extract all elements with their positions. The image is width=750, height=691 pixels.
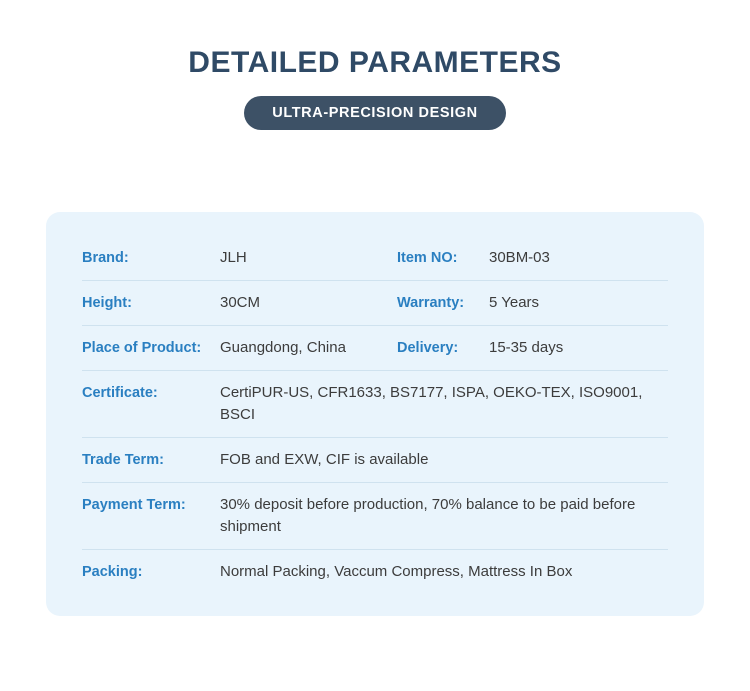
spec-label: Place of Product:: [82, 340, 202, 356]
spec-label: Trade Term:: [82, 452, 164, 468]
design-badge: ULTRA-PRECISION DESIGN: [244, 96, 505, 130]
row-cell-right: [375, 337, 668, 359]
table-row: [82, 371, 668, 438]
row-cell-left: [82, 247, 375, 269]
table-row: [82, 281, 668, 326]
parameters-page: [0, 46, 750, 691]
spec-value: FOB and EXW, CIF is available: [220, 451, 429, 468]
spec-label: Item NO:: [397, 250, 458, 266]
spec-label: Delivery:: [397, 340, 459, 356]
spec-value: 30BM-03: [489, 249, 550, 266]
spec-value: JLH: [220, 249, 247, 266]
row-cell-right: [375, 292, 668, 314]
spec-label: Warranty:: [397, 295, 465, 311]
spec-value: 15-35 days: [489, 339, 564, 356]
table-row: [82, 438, 668, 483]
spec-value: CertiPUR-US, CFR1633, BS7177, ISPA, OEKO-TEX, ISO9001, BSCI: [220, 384, 643, 423]
row-cell-right: [375, 247, 668, 269]
spec-label: Height:: [82, 295, 132, 311]
spec-label: Certificate:: [82, 385, 158, 401]
table-row: [82, 483, 668, 550]
spec-label: Packing:: [82, 564, 143, 580]
table-row: [82, 550, 668, 594]
spec-value: Guangdong, China: [220, 339, 346, 356]
table-row: [82, 236, 668, 281]
badge-container: [0, 96, 750, 130]
row-cell-left: [82, 337, 375, 359]
spec-value: 30CM: [220, 294, 261, 311]
spec-label: Brand:: [82, 250, 129, 266]
specs-table: [82, 236, 668, 594]
spec-value: 5 Years: [489, 294, 540, 311]
row-cell-left: [82, 292, 375, 314]
table-row: [82, 326, 668, 371]
spec-value: Normal Packing, Vaccum Compress, Mattress In Box: [220, 563, 573, 580]
spec-value: 30% deposit before production, 70% balance to be paid before shipment: [220, 496, 636, 535]
spec-label: Payment Term:: [82, 497, 186, 513]
page-title: DETAILED PARAMETERS: [188, 46, 562, 79]
